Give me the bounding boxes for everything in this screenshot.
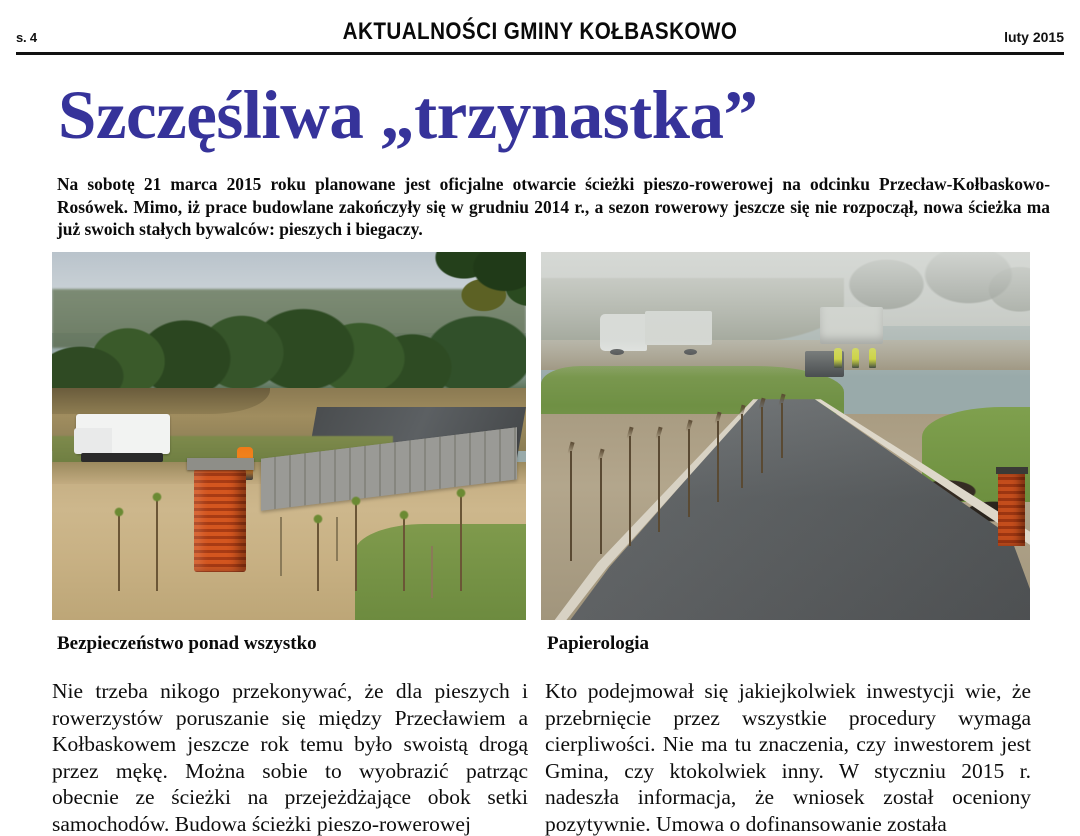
survey-stake bbox=[280, 517, 282, 576]
sapling bbox=[156, 495, 158, 591]
sapling bbox=[118, 510, 120, 591]
sapling bbox=[317, 517, 319, 591]
subhead-safety: Bezpieczeństwo ponad wszystko bbox=[57, 633, 317, 654]
sapling bbox=[761, 407, 763, 473]
sapling bbox=[600, 458, 602, 554]
survey-stake bbox=[336, 517, 338, 561]
publication-title: AKTUALNOŚCI GMINY KOŁBASKOWO bbox=[342, 18, 738, 45]
sapling bbox=[741, 414, 743, 488]
white-truck bbox=[76, 414, 171, 454]
article-column-right: Kto podejmował się jakiejkolwiek inwestycji wie, że przebrnięcie przez wszystkie procedury wymaga cierpliwości. Nie ma tu znaczenia, czy inwestorem jest Gmina, czy ktokolwiek inny. W styczniu 2015 r. nadeszła informacja, że wniosek został oceniony pozytywnie. Umowa o dofinansowanie została bbox=[545, 679, 1031, 836]
mist-overlay bbox=[541, 252, 1030, 377]
page-number: s. 4 bbox=[16, 30, 37, 45]
article-headline: Szczęśliwa „trzynastka” bbox=[58, 77, 758, 153]
sapling bbox=[658, 436, 660, 532]
green-patch bbox=[355, 524, 526, 620]
foreground-tree bbox=[365, 252, 526, 370]
article-lead: Na sobotę 21 marca 2015 roku planowane jest oficjalne otwarcie ścieżki pieszo-rowerowej na odcinku Przecław-Kołbaskowo-Rosówek. Mimo, iż prace budowlane zakończyły się w grudniu 2014 r., a sezon rowerowy jeszcze się nie rozpoczął, nowa ścieżka ma już swoich stałych bywalców: pieszych i biegaczy. bbox=[57, 174, 1050, 240]
finished-path-photo bbox=[541, 252, 1030, 620]
masthead-divider bbox=[16, 52, 1064, 55]
sapling bbox=[403, 513, 405, 590]
sapling bbox=[629, 436, 631, 546]
subhead-paperwork: Papierologia bbox=[547, 633, 650, 654]
article-column-left: Nie trzeba nikogo przekonywać, że dla pieszych i rowerzystów poruszanie się między Przecławiem a Kołbaskowem jeszcze rok temu było swoistą drogą przez mękę. Można sobie to wyobrazić patrząc obecnie ze ścieżki na przejeżdżające obok setki samochodów. Budowa ścieżki pieszo-rowerowej bbox=[52, 679, 528, 836]
sapling bbox=[355, 499, 357, 591]
masthead bbox=[16, 18, 1064, 52]
sapling bbox=[570, 451, 572, 561]
photo-content bbox=[52, 252, 526, 620]
construction-site-photo bbox=[52, 252, 526, 620]
sapling bbox=[460, 491, 462, 590]
sapling bbox=[781, 403, 783, 458]
issue-date: luty 2015 bbox=[1004, 29, 1064, 45]
survey-stake bbox=[431, 546, 433, 598]
sapling bbox=[688, 429, 690, 517]
sapling bbox=[717, 421, 719, 502]
orange-manhole-pipe bbox=[194, 469, 246, 572]
orange-manhole-pipe bbox=[998, 473, 1025, 547]
photo-content bbox=[541, 252, 1030, 620]
